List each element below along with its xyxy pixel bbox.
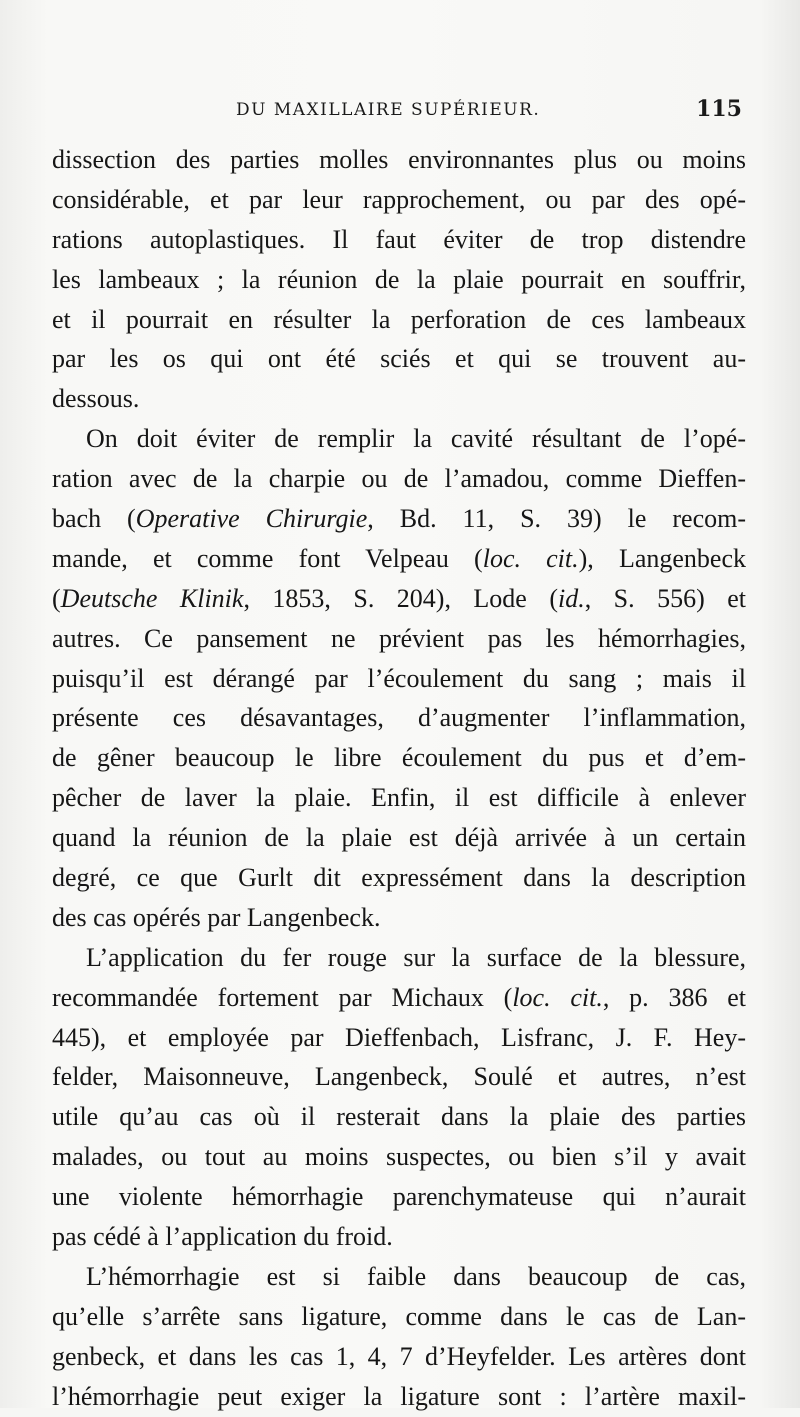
text-line: rations autoplastiques. Il faut éviter de trop distendre (52, 224, 746, 254)
text-line: bach (Operative Chirurgie, Bd. 11, S. 39) le recom- (52, 504, 746, 534)
text-line: On doit éviter de remplir la cavité résultant de l’opé- (86, 424, 746, 454)
text-line: et il pourrait en résulter la perforation de ces lambeaux (52, 304, 746, 334)
page-number: 115 (696, 96, 742, 122)
text-line: considérable, et par leur rapprochement, ou par des opé- (52, 184, 746, 214)
text-line: L’hémorrhagie est si faible dans beaucoup de cas, (86, 1261, 746, 1291)
text-line: ration avec de la charpie ou de l’amadou, comme Dieffen- (52, 464, 746, 494)
text-line: les lambeaux ; la réunion de la plaie pourrait en souffrir, (52, 264, 746, 294)
text-line: de gêner beaucoup le libre écoulement du pus et d’em- (52, 743, 746, 773)
text-line: des cas opérés par Langenbeck. (52, 902, 381, 932)
body-text (52, 140, 746, 1417)
text-line: pêcher de laver la plaie. Enfin, il est difficile à enlever (52, 783, 746, 813)
text-line: par les os qui ont été sciés et qui se trouvent au- (52, 344, 746, 374)
text-line: présente ces désavantages, d’augmenter l’inflammation, (52, 703, 746, 733)
text-line: genbeck, et dans les cas 1, 4, 7 d’Heyfelder. Les artères dont (52, 1341, 746, 1371)
text-line: quand la réunion de la plaie est déjà arrivée à un certain (52, 823, 746, 853)
page-header (236, 96, 742, 126)
text-line: malades, ou tout au moins suspectes, ou bien s’il y avait (52, 1142, 746, 1172)
text-line: dissection des parties molles environnantes plus ou moins (52, 145, 746, 174)
text-line: L’application du fer rouge sur la surface de la blessure, (86, 942, 746, 972)
text-line: qu’elle s’arrête sans ligature, comme dans le cas de Lan- (52, 1301, 746, 1331)
text-line: pas cédé à l’application du froid. (52, 1222, 393, 1252)
text-line: recommandée fortement par Michaux (loc. cit., p. 386 et (52, 982, 746, 1012)
text-line: mande, et comme font Velpeau (loc. cit.), Langenbeck (52, 543, 746, 573)
running-head: DU MAXILLAIRE SUPÉRIEUR. (236, 100, 541, 120)
text-line: felder, Maisonneuve, Langenbeck, Soulé et autres, n’est (52, 1062, 746, 1092)
text-line: l’hémorrhagie peut exiger la ligature sont : l’artère maxil- (52, 1381, 746, 1411)
text-line: (Deutsche Klinik, 1853, S. 204), Lode (id., S. 556) et (52, 583, 746, 613)
text-line: une violente hémorrhagie parenchymateuse qui n’aurait (52, 1182, 746, 1212)
text-line: utile qu’au cas où il resterait dans la plaie des parties (52, 1102, 746, 1132)
text-line: 445), et employée par Dieffenbach, Lisfranc, J. F. Hey- (52, 1022, 746, 1052)
text-line: autres. Ce pansement ne prévient pas les hémorrhagies, (52, 623, 746, 653)
text-line: degré, ce que Gurlt dit expressément dans la description (52, 863, 746, 893)
text-line: dessous. (52, 384, 140, 414)
text-line: puisqu’il est dérangé par l’écoulement du sang ; mais il (52, 663, 746, 693)
